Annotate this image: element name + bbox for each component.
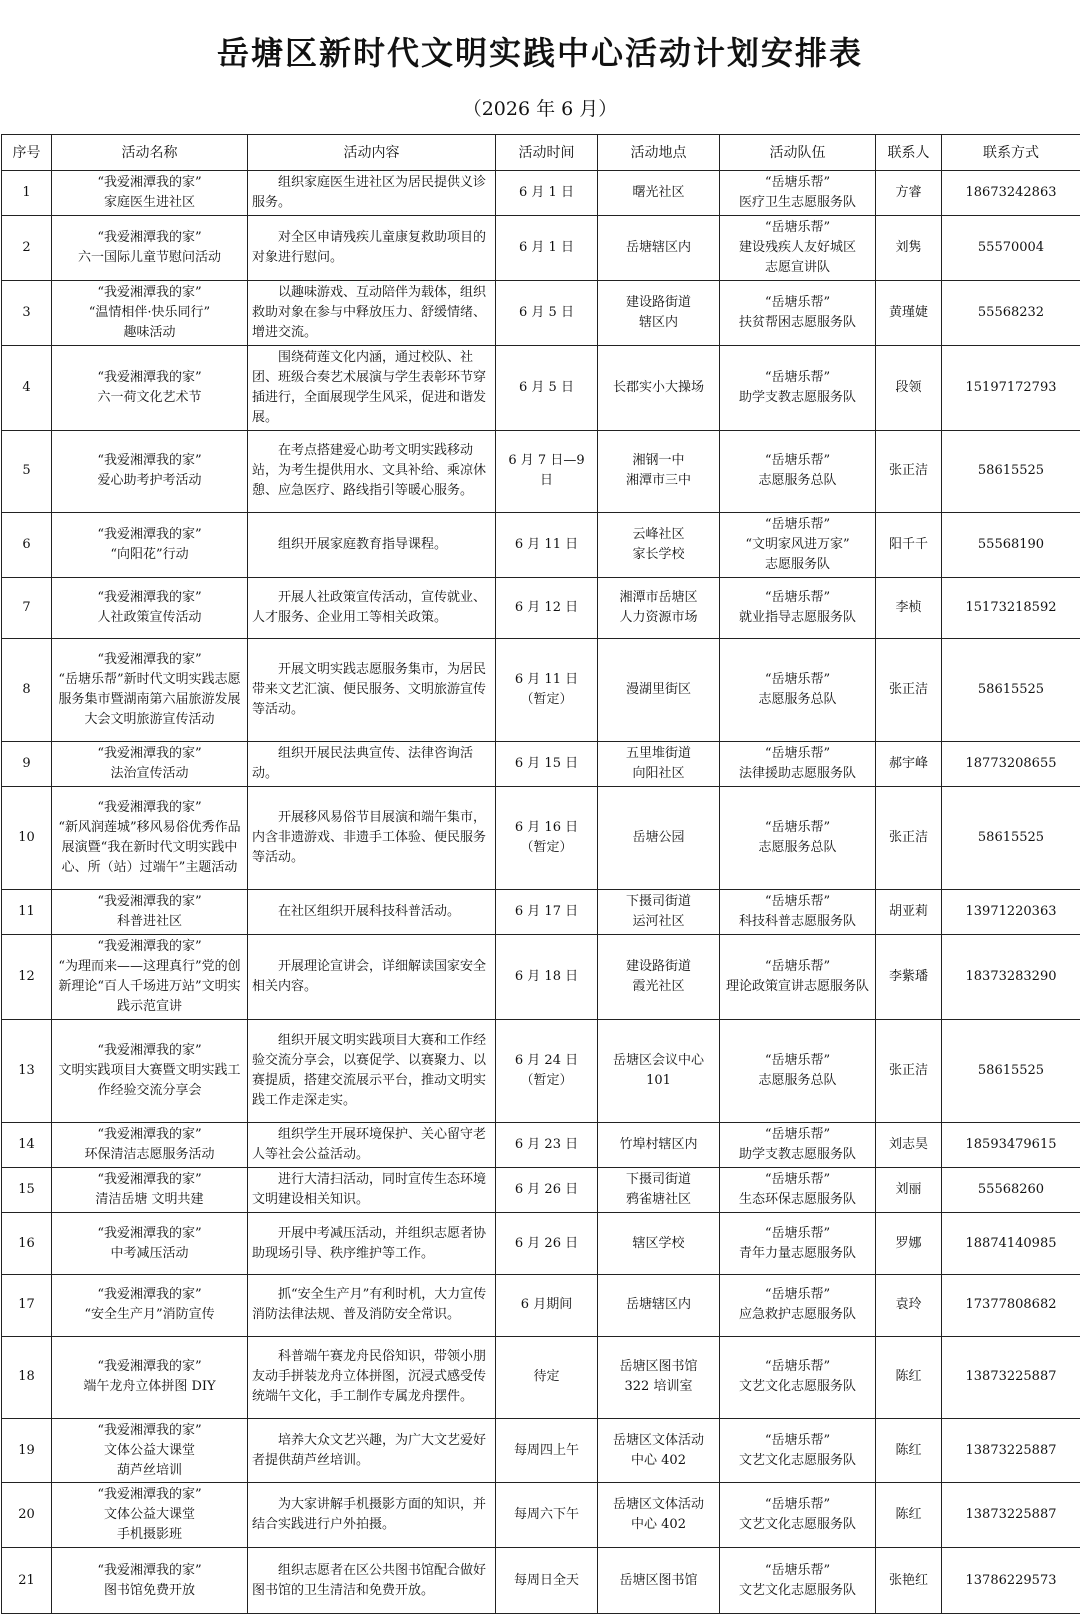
table-row xyxy=(2,1213,1080,1275)
cell-activity-team: “岳塘乐帮” 建设残疾人友好城区 志愿宣讲队 xyxy=(720,216,876,281)
table-row xyxy=(2,280,1080,345)
cell-contact-phone: 13873225887 xyxy=(942,1418,1080,1483)
cell-contact-phone: 13971220363 xyxy=(942,889,1080,934)
cell-contact-phone: 58615525 xyxy=(942,639,1080,742)
cell-activity-time: 6 月 1 日 xyxy=(496,216,598,281)
table-row xyxy=(2,742,1080,787)
cell-no: 9 xyxy=(2,742,52,787)
cell-activity-time: 每周四上午 xyxy=(496,1418,598,1483)
cell-activity-name: “我爱湘潭我的家” “新风润莲城”移风易俗优秀作品展演暨“我在新时代文明实践中心、所（站）过端午”主题活动 xyxy=(52,787,248,890)
cell-activity-name: “我爱湘潭我的家” 家庭医生进社区 xyxy=(52,171,248,216)
cell-activity-content: 科普端午赛龙舟民俗知识，带领小朋友动手拼装龙舟立体拼图，沉浸式感受传统端午文化，手工制作专属龙舟摆件。 xyxy=(248,1336,496,1418)
cell-contact-phone: 13873225887 xyxy=(942,1336,1080,1418)
cell-contact-person: 黄瑾婕 xyxy=(876,280,942,345)
cell-activity-team: “岳塘乐帮” 助学支教志愿服务队 xyxy=(720,345,876,430)
cell-activity-name: “我爱湘潭我的家” 人社政策宣传活动 xyxy=(52,577,248,639)
header-content: 活动内容 xyxy=(248,135,496,171)
cell-activity-place: 云峰社区 家长学校 xyxy=(598,512,720,577)
table-row xyxy=(2,1275,1080,1337)
cell-activity-time: 6 月 12 日 xyxy=(496,577,598,639)
cell-activity-time: 6 月 5 日 xyxy=(496,345,598,430)
cell-activity-team: “岳塘乐帮” 文艺文化志愿服务队 xyxy=(720,1548,876,1614)
table-row xyxy=(2,577,1080,639)
table-row xyxy=(2,1168,1080,1213)
table-row xyxy=(2,1483,1080,1548)
cell-activity-team: “岳塘乐帮” 生态环保志愿服务队 xyxy=(720,1168,876,1213)
cell-activity-team: “岳塘乐帮” 医疗卫生志愿服务队 xyxy=(720,171,876,216)
cell-activity-name: “我爱湘潭我的家” “温情相伴·快乐同行” 趣味活动 xyxy=(52,280,248,345)
cell-activity-time: 6 月期间 xyxy=(496,1275,598,1337)
cell-activity-team: “岳塘乐帮” 助学支教志愿服务队 xyxy=(720,1123,876,1168)
cell-no: 21 xyxy=(2,1548,52,1614)
cell-activity-place: 岳塘区会议中心 101 xyxy=(598,1020,720,1123)
cell-activity-place: 岳塘辖区内 xyxy=(598,1275,720,1337)
cell-no: 6 xyxy=(2,512,52,577)
table-row xyxy=(2,345,1080,430)
cell-activity-content: 组织开展民法典宣传、法律咨询活动。 xyxy=(248,742,496,787)
cell-contact-phone: 55568190 xyxy=(942,512,1080,577)
cell-activity-team: “岳塘乐帮” 青年力量志愿服务队 xyxy=(720,1213,876,1275)
cell-activity-content: 开展中考减压活动，并组织志愿者协助现场引导、秩序维护等工作。 xyxy=(248,1213,496,1275)
cell-activity-name: “我爱湘潭我的家” 文体公益大课堂 手机摄影班 xyxy=(52,1483,248,1548)
header-contact: 联系人 xyxy=(876,135,942,171)
cell-activity-content: 对全区申请残疾儿童康复救助项目的对象进行慰问。 xyxy=(248,216,496,281)
cell-contact-phone: 58615525 xyxy=(942,787,1080,890)
cell-contact-phone: 18373283290 xyxy=(942,935,1080,1020)
cell-no: 5 xyxy=(2,430,52,512)
cell-no: 20 xyxy=(2,1483,52,1548)
table-row xyxy=(2,1020,1080,1123)
cell-contact-person: 张艳红 xyxy=(876,1548,942,1614)
cell-activity-time: 6 月 1 日 xyxy=(496,171,598,216)
page-title: 岳塘区新时代文明实践中心活动计划安排表 xyxy=(216,34,863,72)
cell-activity-name: “我爱湘潭我的家” 科普进社区 xyxy=(52,889,248,934)
cell-activity-time: 每周日全天 xyxy=(496,1548,598,1614)
table-row xyxy=(2,1548,1080,1614)
cell-contact-person: 张正洁 xyxy=(876,1020,942,1123)
cell-contact-person: 李紫璠 xyxy=(876,935,942,1020)
table-row xyxy=(2,787,1080,890)
table-row xyxy=(2,512,1080,577)
cell-activity-time: 6 月 5 日 xyxy=(496,280,598,345)
cell-contact-phone: 15197172793 xyxy=(942,345,1080,430)
cell-activity-content: 组织家庭医生进社区为居民提供义诊服务。 xyxy=(248,171,496,216)
cell-activity-place: 岳塘辖区内 xyxy=(598,216,720,281)
cell-activity-team: “岳塘乐帮” 志愿服务总队 xyxy=(720,787,876,890)
cell-activity-time: 每周六下午 xyxy=(496,1483,598,1548)
cell-contact-phone: 55568260 xyxy=(942,1168,1080,1213)
cell-activity-name: “我爱湘潭我的家” 清洁岳塘 文明共建 xyxy=(52,1168,248,1213)
table-row xyxy=(2,639,1080,742)
cell-no: 12 xyxy=(2,935,52,1020)
cell-activity-place: 建设路街道 辖区内 xyxy=(598,280,720,345)
cell-no: 2 xyxy=(2,216,52,281)
cell-no: 4 xyxy=(2,345,52,430)
cell-contact-person: 方睿 xyxy=(876,171,942,216)
table-row xyxy=(2,1418,1080,1483)
cell-contact-person: 张正洁 xyxy=(876,639,942,742)
header-place: 活动地点 xyxy=(598,135,720,171)
cell-contact-person: 陈红 xyxy=(876,1483,942,1548)
cell-activity-team: “岳塘乐帮” “文明家风进万家” 志愿服务队 xyxy=(720,512,876,577)
table-row xyxy=(2,1336,1080,1418)
cell-activity-name: “我爱湘潭我的家” 爱心助考护考活动 xyxy=(52,430,248,512)
cell-activity-name: “我爱湘潭我的家” “岳塘乐帮”新时代文明实践志愿服务集市暨湖南第六届旅游发展大会文明旅游宣传活动 xyxy=(52,639,248,742)
cell-contact-person: 刘志昊 xyxy=(876,1123,942,1168)
cell-activity-time: 6 月 11 日 xyxy=(496,512,598,577)
cell-activity-content: 组织学生开展环境保护、关心留守老人等社会公益活动。 xyxy=(248,1123,496,1168)
table-row xyxy=(2,935,1080,1020)
cell-contact-person: 张正洁 xyxy=(876,787,942,890)
table-row xyxy=(2,889,1080,934)
cell-activity-time: 6 月 15 日 xyxy=(496,742,598,787)
cell-activity-place: 岳塘区文体活动 中心 402 xyxy=(598,1418,720,1483)
cell-activity-place: 竹埠村辖区内 xyxy=(598,1123,720,1168)
cell-activity-place: 曙光社区 xyxy=(598,171,720,216)
cell-activity-place: 岳塘公园 xyxy=(598,787,720,890)
header-time: 活动时间 xyxy=(496,135,598,171)
cell-activity-content: 进行大清扫活动，同时宣传生态环境文明建设相关知识。 xyxy=(248,1168,496,1213)
cell-contact-person: 郝宇峰 xyxy=(876,742,942,787)
cell-contact-person: 刘隽 xyxy=(876,216,942,281)
cell-activity-content: 开展移风易俗节目展演和端午集市，内含非遗游戏、非遗手工体验、便民服务等活动。 xyxy=(248,787,496,890)
cell-activity-content: 培养大众文艺兴趣，为广大文艺爱好者提供葫芦丝培训。 xyxy=(248,1418,496,1483)
cell-activity-place: 湘潭市岳塘区 人力资源市场 xyxy=(598,577,720,639)
cell-contact-person: 段领 xyxy=(876,345,942,430)
cell-activity-name: “我爱湘潭我的家” “安全生产月”消防宣传 xyxy=(52,1275,248,1337)
cell-no: 16 xyxy=(2,1213,52,1275)
cell-activity-content: 开展文明实践志愿服务集市，为居民带来文艺汇演、便民服务、文明旅游宣传等活动。 xyxy=(248,639,496,742)
cell-no: 11 xyxy=(2,889,52,934)
cell-contact-phone: 17377808682 xyxy=(942,1275,1080,1337)
page-subtitle: （2026 年 6 月） xyxy=(462,98,618,120)
cell-activity-team: “岳塘乐帮” 应急救护志愿服务队 xyxy=(720,1275,876,1337)
cell-no: 14 xyxy=(2,1123,52,1168)
cell-activity-name: “我爱湘潭我的家” 端午龙舟立体拼图 DIY xyxy=(52,1336,248,1418)
header-no: 序号 xyxy=(2,135,52,171)
cell-activity-place: 岳塘区图书馆 322 培训室 xyxy=(598,1336,720,1418)
cell-activity-content: 组织开展文明实践项目大赛和工作经验交流分享会，以赛促学、以赛聚力、以赛提质，搭建交流展示平台，推动文明实践工作走深走实。 xyxy=(248,1020,496,1123)
cell-activity-name: “我爱湘潭我的家” 法治宣传活动 xyxy=(52,742,248,787)
table-row xyxy=(2,430,1080,512)
cell-contact-person: 刘丽 xyxy=(876,1168,942,1213)
activity-schedule-table xyxy=(1,134,1080,1614)
cell-activity-time: 6 月 24 日 （暂定） xyxy=(496,1020,598,1123)
cell-activity-time: 6 月 23 日 xyxy=(496,1123,598,1168)
cell-activity-time: 6 月 26 日 xyxy=(496,1213,598,1275)
cell-activity-name: “我爱湘潭我的家” 文明实践项目大赛暨文明实践工作经验交流分享会 xyxy=(52,1020,248,1123)
cell-activity-content: 抓“安全生产月”有利时机，大力宣传消防法律法规、普及消防安全常识。 xyxy=(248,1275,496,1337)
header-name: 活动名称 xyxy=(52,135,248,171)
cell-contact-person: 袁玲 xyxy=(876,1275,942,1337)
cell-contact-phone: 18773208655 xyxy=(942,742,1080,787)
cell-no: 15 xyxy=(2,1168,52,1213)
cell-activity-time: 6 月 7 日—9 日 xyxy=(496,430,598,512)
cell-activity-time: 6 月 18 日 xyxy=(496,935,598,1020)
cell-activity-name: “我爱湘潭我的家” 六一国际儿童节慰问活动 xyxy=(52,216,248,281)
cell-no: 7 xyxy=(2,577,52,639)
cell-activity-team: “岳塘乐帮” 就业指导志愿服务队 xyxy=(720,577,876,639)
cell-activity-team: “岳塘乐帮” 法律援助志愿服务队 xyxy=(720,742,876,787)
cell-activity-name: “我爱湘潭我的家” “向阳花”行动 xyxy=(52,512,248,577)
cell-activity-content: 以趣味游戏、互动陪伴为载体，组织救助对象在参与中释放压力、舒缓情绪、增进交流。 xyxy=(248,280,496,345)
cell-activity-team: “岳塘乐帮” 科技科普志愿服务队 xyxy=(720,889,876,934)
cell-contact-phone: 18673242863 xyxy=(942,171,1080,216)
table-row xyxy=(2,171,1080,216)
cell-activity-team: “岳塘乐帮” 志愿服务总队 xyxy=(720,430,876,512)
table-row xyxy=(2,1123,1080,1168)
cell-activity-place: 岳塘区图书馆 xyxy=(598,1548,720,1614)
cell-activity-content: 在社区组织开展科技科普活动。 xyxy=(248,889,496,934)
cell-no: 18 xyxy=(2,1336,52,1418)
cell-contact-person: 张正洁 xyxy=(876,430,942,512)
cell-activity-content: 围绕荷莲文化内涵，通过校队、社团、班级合奏艺术展演与学生表彰环节穿插进行，全面展现学生风采，促进和谐发展。 xyxy=(248,345,496,430)
cell-contact-phone: 18593479615 xyxy=(942,1123,1080,1168)
cell-contact-person: 胡亚莉 xyxy=(876,889,942,934)
cell-contact-person: 阳千千 xyxy=(876,512,942,577)
cell-contact-phone: 55570004 xyxy=(942,216,1080,281)
cell-contact-person: 陈红 xyxy=(876,1336,942,1418)
cell-no: 19 xyxy=(2,1418,52,1483)
cell-contact-person: 李桢 xyxy=(876,577,942,639)
cell-activity-place: 湘钢一中 湘潭市三中 xyxy=(598,430,720,512)
cell-activity-time: 6 月 17 日 xyxy=(496,889,598,934)
cell-activity-team: “岳塘乐帮” 志愿服务总队 xyxy=(720,1020,876,1123)
cell-activity-place: 下摄司街道 鸦雀塘社区 xyxy=(598,1168,720,1213)
cell-contact-phone: 15173218592 xyxy=(942,577,1080,639)
cell-no: 13 xyxy=(2,1020,52,1123)
cell-activity-name: “我爱湘潭我的家” 图书馆免费开放 xyxy=(52,1548,248,1614)
table-body xyxy=(2,171,1080,1614)
cell-activity-team: “岳塘乐帮” 文艺文化志愿服务队 xyxy=(720,1336,876,1418)
cell-activity-content: 为大家讲解手机摄影方面的知识，并结合实践进行户外拍摄。 xyxy=(248,1483,496,1548)
cell-activity-name: “我爱湘潭我的家” 六一荷文化艺术节 xyxy=(52,345,248,430)
cell-contact-person: 陈红 xyxy=(876,1418,942,1483)
cell-contact-phone: 18874140985 xyxy=(942,1213,1080,1275)
cell-activity-team: “岳塘乐帮” 理论政策宣讲志愿服务队 xyxy=(720,935,876,1020)
cell-no: 17 xyxy=(2,1275,52,1337)
cell-no: 10 xyxy=(2,787,52,890)
cell-contact-phone: 55568232 xyxy=(942,280,1080,345)
cell-no: 1 xyxy=(2,171,52,216)
cell-activity-content: 组织开展家庭教育指导课程。 xyxy=(248,512,496,577)
cell-activity-name: “我爱湘潭我的家” 环保清洁志愿服务活动 xyxy=(52,1123,248,1168)
cell-activity-time: 6 月 26 日 xyxy=(496,1168,598,1213)
cell-activity-time: 6 月 11 日 （暂定） xyxy=(496,639,598,742)
cell-activity-time: 6 月 16 日 （暂定） xyxy=(496,787,598,890)
cell-no: 3 xyxy=(2,280,52,345)
table-header-row xyxy=(2,135,1080,171)
cell-activity-place: 长郡实小大操场 xyxy=(598,345,720,430)
cell-activity-team: “岳塘乐帮” 志愿服务总队 xyxy=(720,639,876,742)
cell-activity-place: 下摄司街道 运河社区 xyxy=(598,889,720,934)
cell-activity-place: 漫湖里街区 xyxy=(598,639,720,742)
cell-activity-name: “我爱湘潭我的家” 文体公益大课堂 葫芦丝培训 xyxy=(52,1418,248,1483)
cell-activity-content: 开展人社政策宣传活动，宣传就业、人才服务、企业用工等相关政策。 xyxy=(248,577,496,639)
cell-activity-place: 五里堆街道 向阳社区 xyxy=(598,742,720,787)
cell-activity-place: 辖区学校 xyxy=(598,1213,720,1275)
cell-activity-name: “我爱湘潭我的家” 中考减压活动 xyxy=(52,1213,248,1275)
cell-activity-team: “岳塘乐帮” 扶贫帮困志愿服务队 xyxy=(720,280,876,345)
cell-contact-phone: 13786229573 xyxy=(942,1548,1080,1614)
cell-contact-person: 罗娜 xyxy=(876,1213,942,1275)
cell-activity-content: 在考点搭建爱心助考文明实践移动站，为考生提供用水、文具补给、乘凉休憩、应急医疗、路线指引等暖心服务。 xyxy=(248,430,496,512)
cell-activity-content: 组织志愿者在区公共图书馆配合做好图书馆的卫生清洁和免费开放。 xyxy=(248,1548,496,1614)
cell-contact-phone: 58615525 xyxy=(942,430,1080,512)
cell-activity-place: 建设路街道 霞光社区 xyxy=(598,935,720,1020)
cell-contact-phone: 58615525 xyxy=(942,1020,1080,1123)
cell-no: 8 xyxy=(2,639,52,742)
cell-activity-content: 开展理论宣讲会，详细解读国家安全相关内容。 xyxy=(248,935,496,1020)
cell-activity-time: 待定 xyxy=(496,1336,598,1418)
table-row xyxy=(2,216,1080,281)
cell-activity-name: “我爱湘潭我的家” “为理而来——这理真行”党的创新理论“百人千场进万站”文明实践示范宣讲 xyxy=(52,935,248,1020)
cell-contact-phone: 13873225887 xyxy=(942,1483,1080,1548)
cell-activity-team: “岳塘乐帮” 文艺文化志愿服务队 xyxy=(720,1483,876,1548)
header-team: 活动队伍 xyxy=(720,135,876,171)
cell-activity-place: 岳塘区文体活动 中心 402 xyxy=(598,1483,720,1548)
cell-activity-team: “岳塘乐帮” 文艺文化志愿服务队 xyxy=(720,1418,876,1483)
header-phone: 联系方式 xyxy=(942,135,1080,171)
